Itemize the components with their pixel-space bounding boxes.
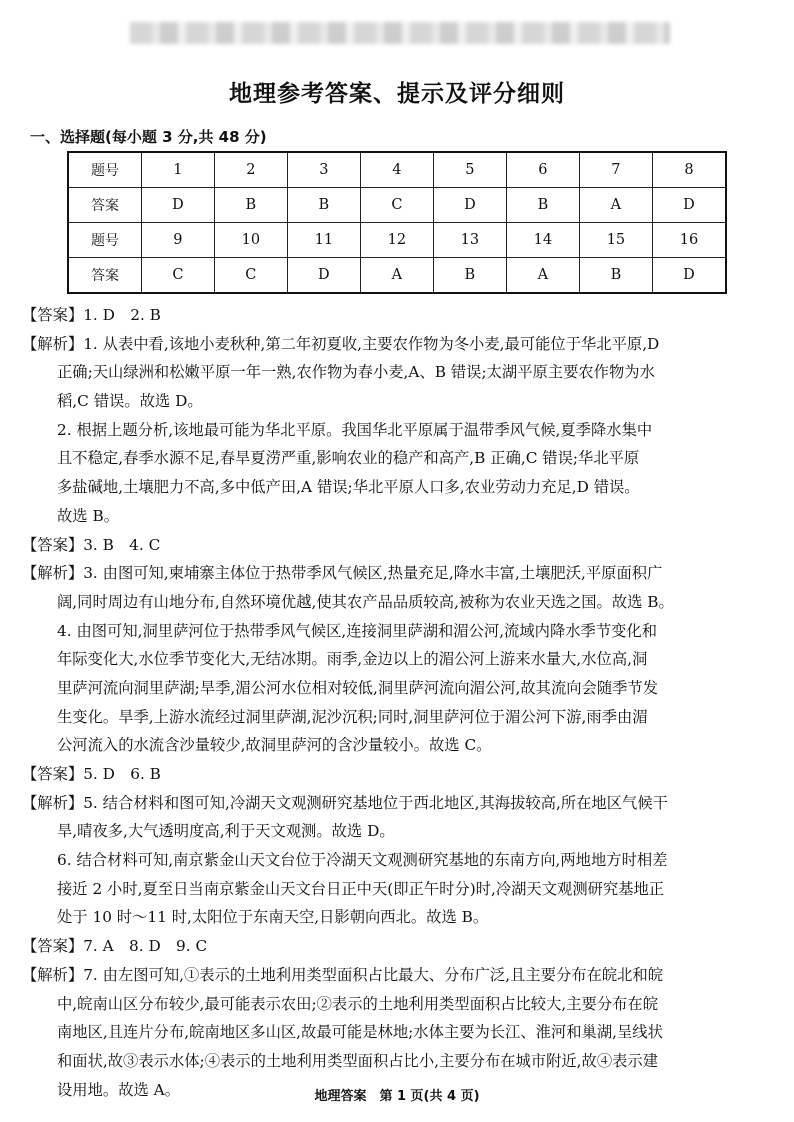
answer-table-cell: 10: [214, 223, 287, 258]
answer-table-cell: D: [287, 258, 360, 294]
answer-table-cell: A: [579, 188, 652, 223]
text-line: 【解析】1. 从表中看,该地小麦秋种,第二年初夏收,主要农作物为冬小麦,最可能位于华北平原,D: [22, 334, 660, 353]
answer-table-row: [68, 223, 726, 258]
text-line: 【解析】5. 结合材料和图可知,冷湖天文观测研究基地位于西北地区,其海拔较高,所在地区气候干: [22, 793, 668, 812]
answer-table-cell: C: [360, 188, 433, 223]
text-line: 年际变化大,水位季节变化大,无结冰期。雨季,金边以上的湄公河上游来水量大,水位高,洞: [57, 650, 648, 669]
page-title: 地理参考答案、提示及评分细则: [229, 81, 565, 107]
text-line: 【解析】3. 由图可知,柬埔寨主体位于热带季风气候区,热量充足,降水丰富,土壤肥沃,平原面积广: [22, 564, 663, 583]
text-line: 2. 根据上题分析,该地最可能为华北平原。我国华北平原属于温带季风气候,夏季降水集中: [57, 420, 653, 439]
text-line: 正确;天山绿洲和松嫩平原一年一熟,农作物为春小麦,A、B 错误;太湖平原主要农作物为水: [57, 363, 655, 382]
section-title: 一、选择题(每小题 3 分,共 48 分): [30, 128, 267, 146]
text-line: 南地区,且连片分布,皖南地区多山区,故最可能是林地;水体主要为长江、淮河和巢湖,呈线状: [57, 1023, 663, 1042]
page-footer: 地理答案 第 1 页(共 4 页): [314, 1089, 480, 1104]
answer-table-cell: C: [214, 258, 287, 294]
text-line: 里萨河流向洞里萨湖;旱季,湄公河水位相对较低,洞里萨河流向湄公河,故其流向会随季节发: [57, 678, 659, 697]
text-line: 生变化。旱季,上游水流经过洞里萨湖,泥沙沉积;同时,洞里萨河位于湄公河下游,雨季由湄: [57, 707, 648, 726]
answer-table-cell: B: [214, 188, 287, 223]
text-line: 稻,C 错误。故选 D。: [57, 392, 203, 411]
text-line: 6. 结合材料可知,南京紫金山天文台位于冷湖天文观测研究基地的东南方向,两地地方时相差: [57, 851, 668, 870]
answer-table-cell: A: [506, 258, 579, 294]
answer-table-cell: 6: [506, 152, 579, 188]
text-line: 旱,晴夜多,大气透明度高,利于天文观测。故选 D。: [57, 822, 395, 841]
text-line: 【解析】7. 由左图可知,①表示的土地利用类型面积占比最大、分布广泛,且主要分布在皖北和皖: [22, 965, 664, 984]
text-line: 处于 10 时～11 时,太阳位于东南天空,日影朝向西北。故选 B。: [57, 908, 489, 927]
answer-table-cell: D: [141, 188, 214, 223]
answer-table-cell: 14: [506, 223, 579, 258]
answer-table-cell: 12: [360, 223, 433, 258]
answer-table: [67, 151, 727, 294]
answer-table-row-header: 答案: [68, 188, 141, 223]
text-line: 【答案】7. A 8. D 9. C: [22, 937, 208, 956]
text-line: 【答案】3. B 4. C: [22, 535, 161, 554]
text-line: 设用地。故选 A。: [57, 1080, 180, 1099]
answer-table-row: [68, 188, 726, 223]
answer-table-cell: B: [433, 258, 506, 294]
text-line: 公河流入的水流含沙量较少,故洞里萨河的含沙量较小。故选 C。: [57, 736, 492, 755]
answer-table-cell: A: [360, 258, 433, 294]
answer-table-cell: 4: [360, 152, 433, 188]
answer-table-cell: B: [287, 188, 360, 223]
text-line: 阔,同时周边有山地分布,自然环境优越,使其农产品品质较高,被称为农业天选之国。故选 B。: [57, 592, 674, 611]
answer-table-cell: B: [579, 258, 652, 294]
answer-table-cell: D: [652, 258, 726, 294]
answer-table-cell: D: [433, 188, 506, 223]
answer-table-cell: 2: [214, 152, 287, 188]
text-line: 多盐碱地,土壤肥力不高,多中低产田,A 错误;华北平原人口多,农业劳动力充足,D 错误。: [57, 478, 640, 497]
text-line: 【答案】5. D 6. B: [22, 765, 161, 783]
answer-table-cell: 7: [579, 152, 652, 188]
answer-table-cell: 1: [141, 152, 214, 188]
text-line: 中,皖南山区分布较少,最可能表示农田;②表示的土地利用类型面积占比较大,主要分布在皖: [57, 994, 659, 1013]
answer-table-row-header: 题号: [68, 223, 141, 258]
answer-table-cell: C: [141, 258, 214, 294]
answer-table-cell: D: [652, 188, 726, 223]
explanation-body: [22, 301, 782, 1104]
text-line: 4. 由图可知,洞里萨河位于热带季风气候区,连接洞里萨湖和湄公河,流域内降水季节变化和: [57, 621, 658, 640]
answer-table-cell: 8: [652, 152, 726, 188]
answer-table-cell: 15: [579, 223, 652, 258]
answer-table-cell: 9: [141, 223, 214, 258]
blurred-header-banner: [130, 22, 670, 44]
text-line: 接近 2 小时,夏至日当南京紫金山天文台日正中天(即正午时分)时,冷湖天文观测研究基地正: [57, 879, 665, 898]
text-line: 故选 B。: [57, 506, 119, 525]
answer-table-cell: 3: [287, 152, 360, 188]
answer-table-cell: 16: [652, 223, 726, 258]
answer-table-cell: 13: [433, 223, 506, 258]
answer-table-row: [68, 258, 726, 294]
text-line: 【答案】1. D 2. B: [22, 306, 161, 324]
answer-table-row-header: 答案: [68, 258, 141, 294]
answer-table-cell: 11: [287, 223, 360, 258]
answer-table-row-header: 题号: [68, 152, 141, 188]
text-line: 且不稳定,春季水源不足,春旱夏涝严重,影响农业的稳产和高产,B 正确,C 错误;华北平原: [57, 449, 640, 468]
answer-table-cell: 5: [433, 152, 506, 188]
text-line: 和面状,故③表示水体;④表示的土地利用类型面积占比小,主要分布在城市附近,故④表示建: [57, 1051, 659, 1070]
answer-table-row: [68, 152, 726, 188]
answer-table-cell: B: [506, 188, 579, 223]
